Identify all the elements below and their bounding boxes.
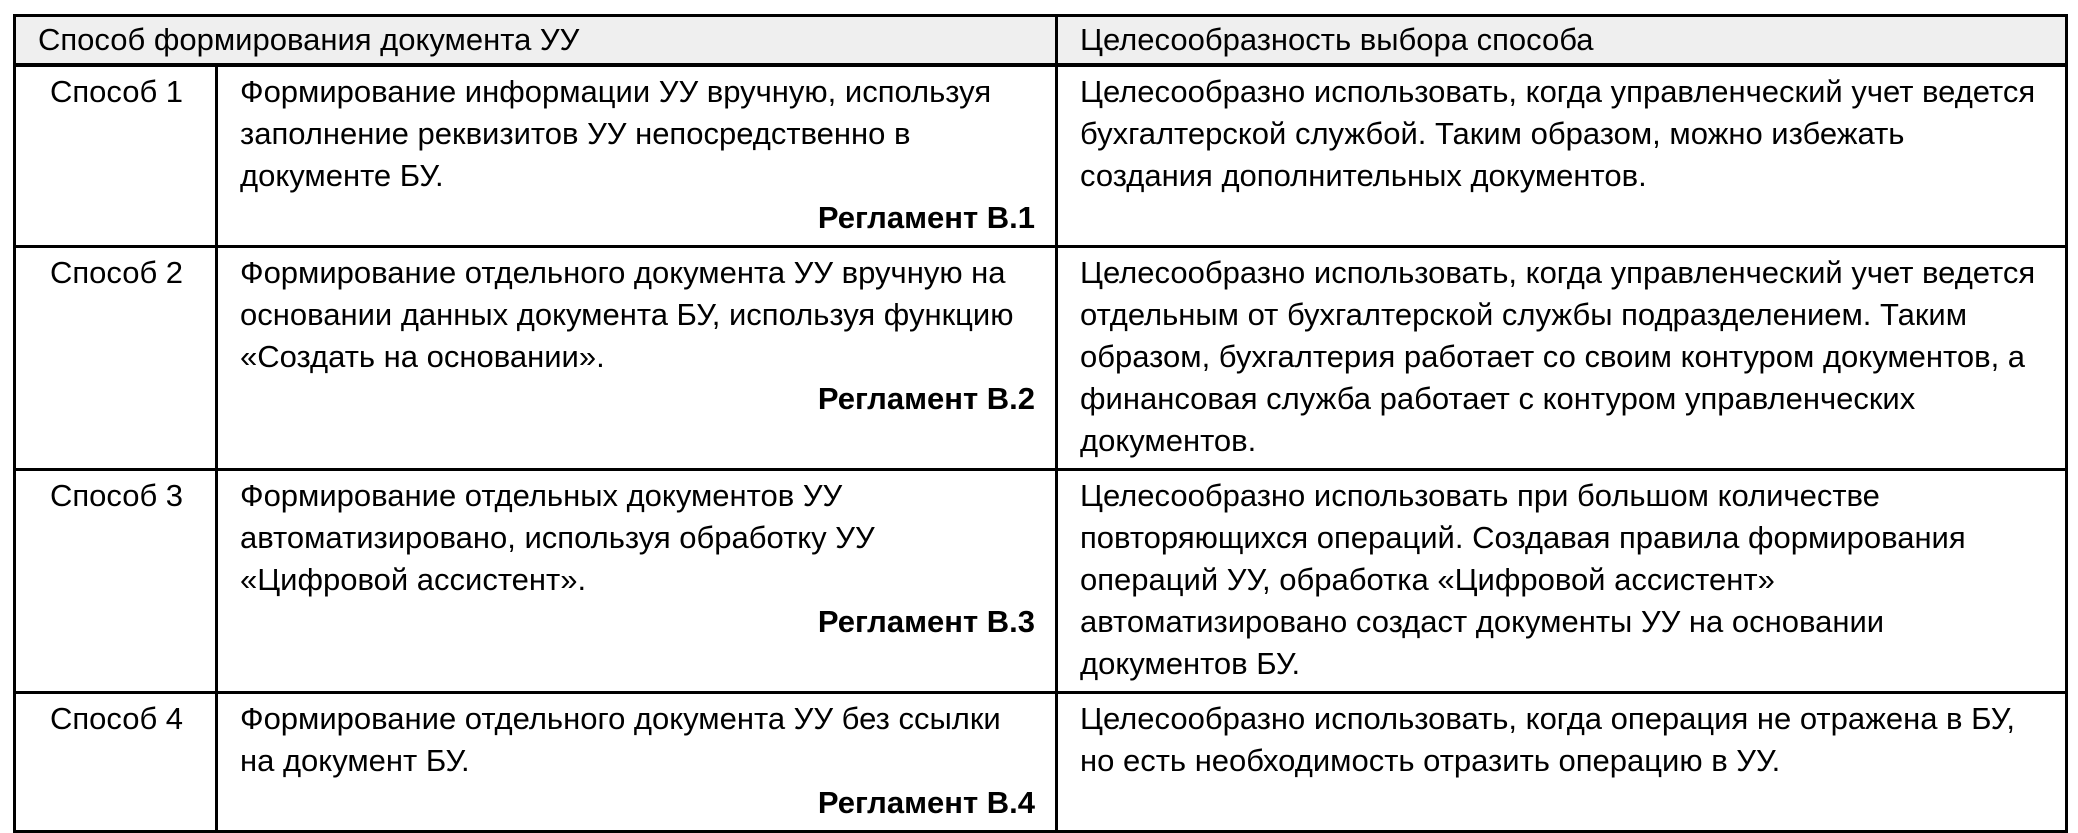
method-label: Способ 1 <box>15 65 217 247</box>
regulation-reference: Регламент В.4 <box>817 785 1036 820</box>
method-rationale: Целесообразно использовать, когда управленческий учет ведется бухгалтерской службой. Таким образом, можно избежать создания дополнительных документов. <box>1057 65 2067 247</box>
method-description: Формирование отдельного документа УУ без ссылки на документ БУ. <box>240 701 1001 778</box>
method-description-cell <box>217 65 1057 247</box>
method-rationale: Целесообразно использовать, когда операция не отражена в БУ, но есть необходимость отразить операцию в УУ. <box>1057 693 2067 832</box>
method-label: Способ 2 <box>15 247 217 470</box>
method-description-cell <box>217 693 1057 832</box>
header-rationale-column: Целесообразность выбора способа <box>1057 16 2067 66</box>
method-description: Формирование отдельных документов УУ автоматизировано, используя обработку УУ «Цифровой ассистент». <box>240 478 875 597</box>
method-description: Формирование отдельного документа УУ вручную на основании данных документа БУ, используя функцию «Создать на основании». <box>240 255 1014 374</box>
regulation-reference: Регламент В.2 <box>817 381 1036 416</box>
method-description-cell <box>217 470 1057 693</box>
methods-table <box>13 14 2068 833</box>
method-description: Формирование информации УУ вручную, используя заполнение реквизитов УУ непосредственно в документе БУ. <box>240 74 992 193</box>
method-label: Способ 3 <box>15 470 217 693</box>
table-header-row <box>15 16 2067 66</box>
methods-table-container <box>13 14 2065 833</box>
method-description-cell <box>217 247 1057 470</box>
method-rationale: Целесообразно использовать при большом количестве повторяющихся операций. Создавая правила формирования операций УУ, обработка «Цифровой ассистент» автоматизировано создаст документы УУ на основании документов БУ. <box>1057 470 2067 693</box>
regulation-reference: Регламент В.3 <box>817 604 1036 639</box>
header-method-column: Способ формирования документа УУ <box>15 16 1057 66</box>
regulation-reference: Регламент В.1 <box>817 200 1036 235</box>
method-rationale: Целесообразно использовать, когда управленческий учет ведется отдельным от бухгалтерской службы подразделением. Таким образом, бухгалтерия работает со своим контуром документов, а финансовая служба работает с контуром управленческих документов. <box>1057 247 2067 470</box>
method-label: Способ 4 <box>15 693 217 832</box>
table-row <box>15 693 2067 832</box>
table-row <box>15 65 2067 247</box>
table-row <box>15 470 2067 693</box>
table-row <box>15 247 2067 470</box>
